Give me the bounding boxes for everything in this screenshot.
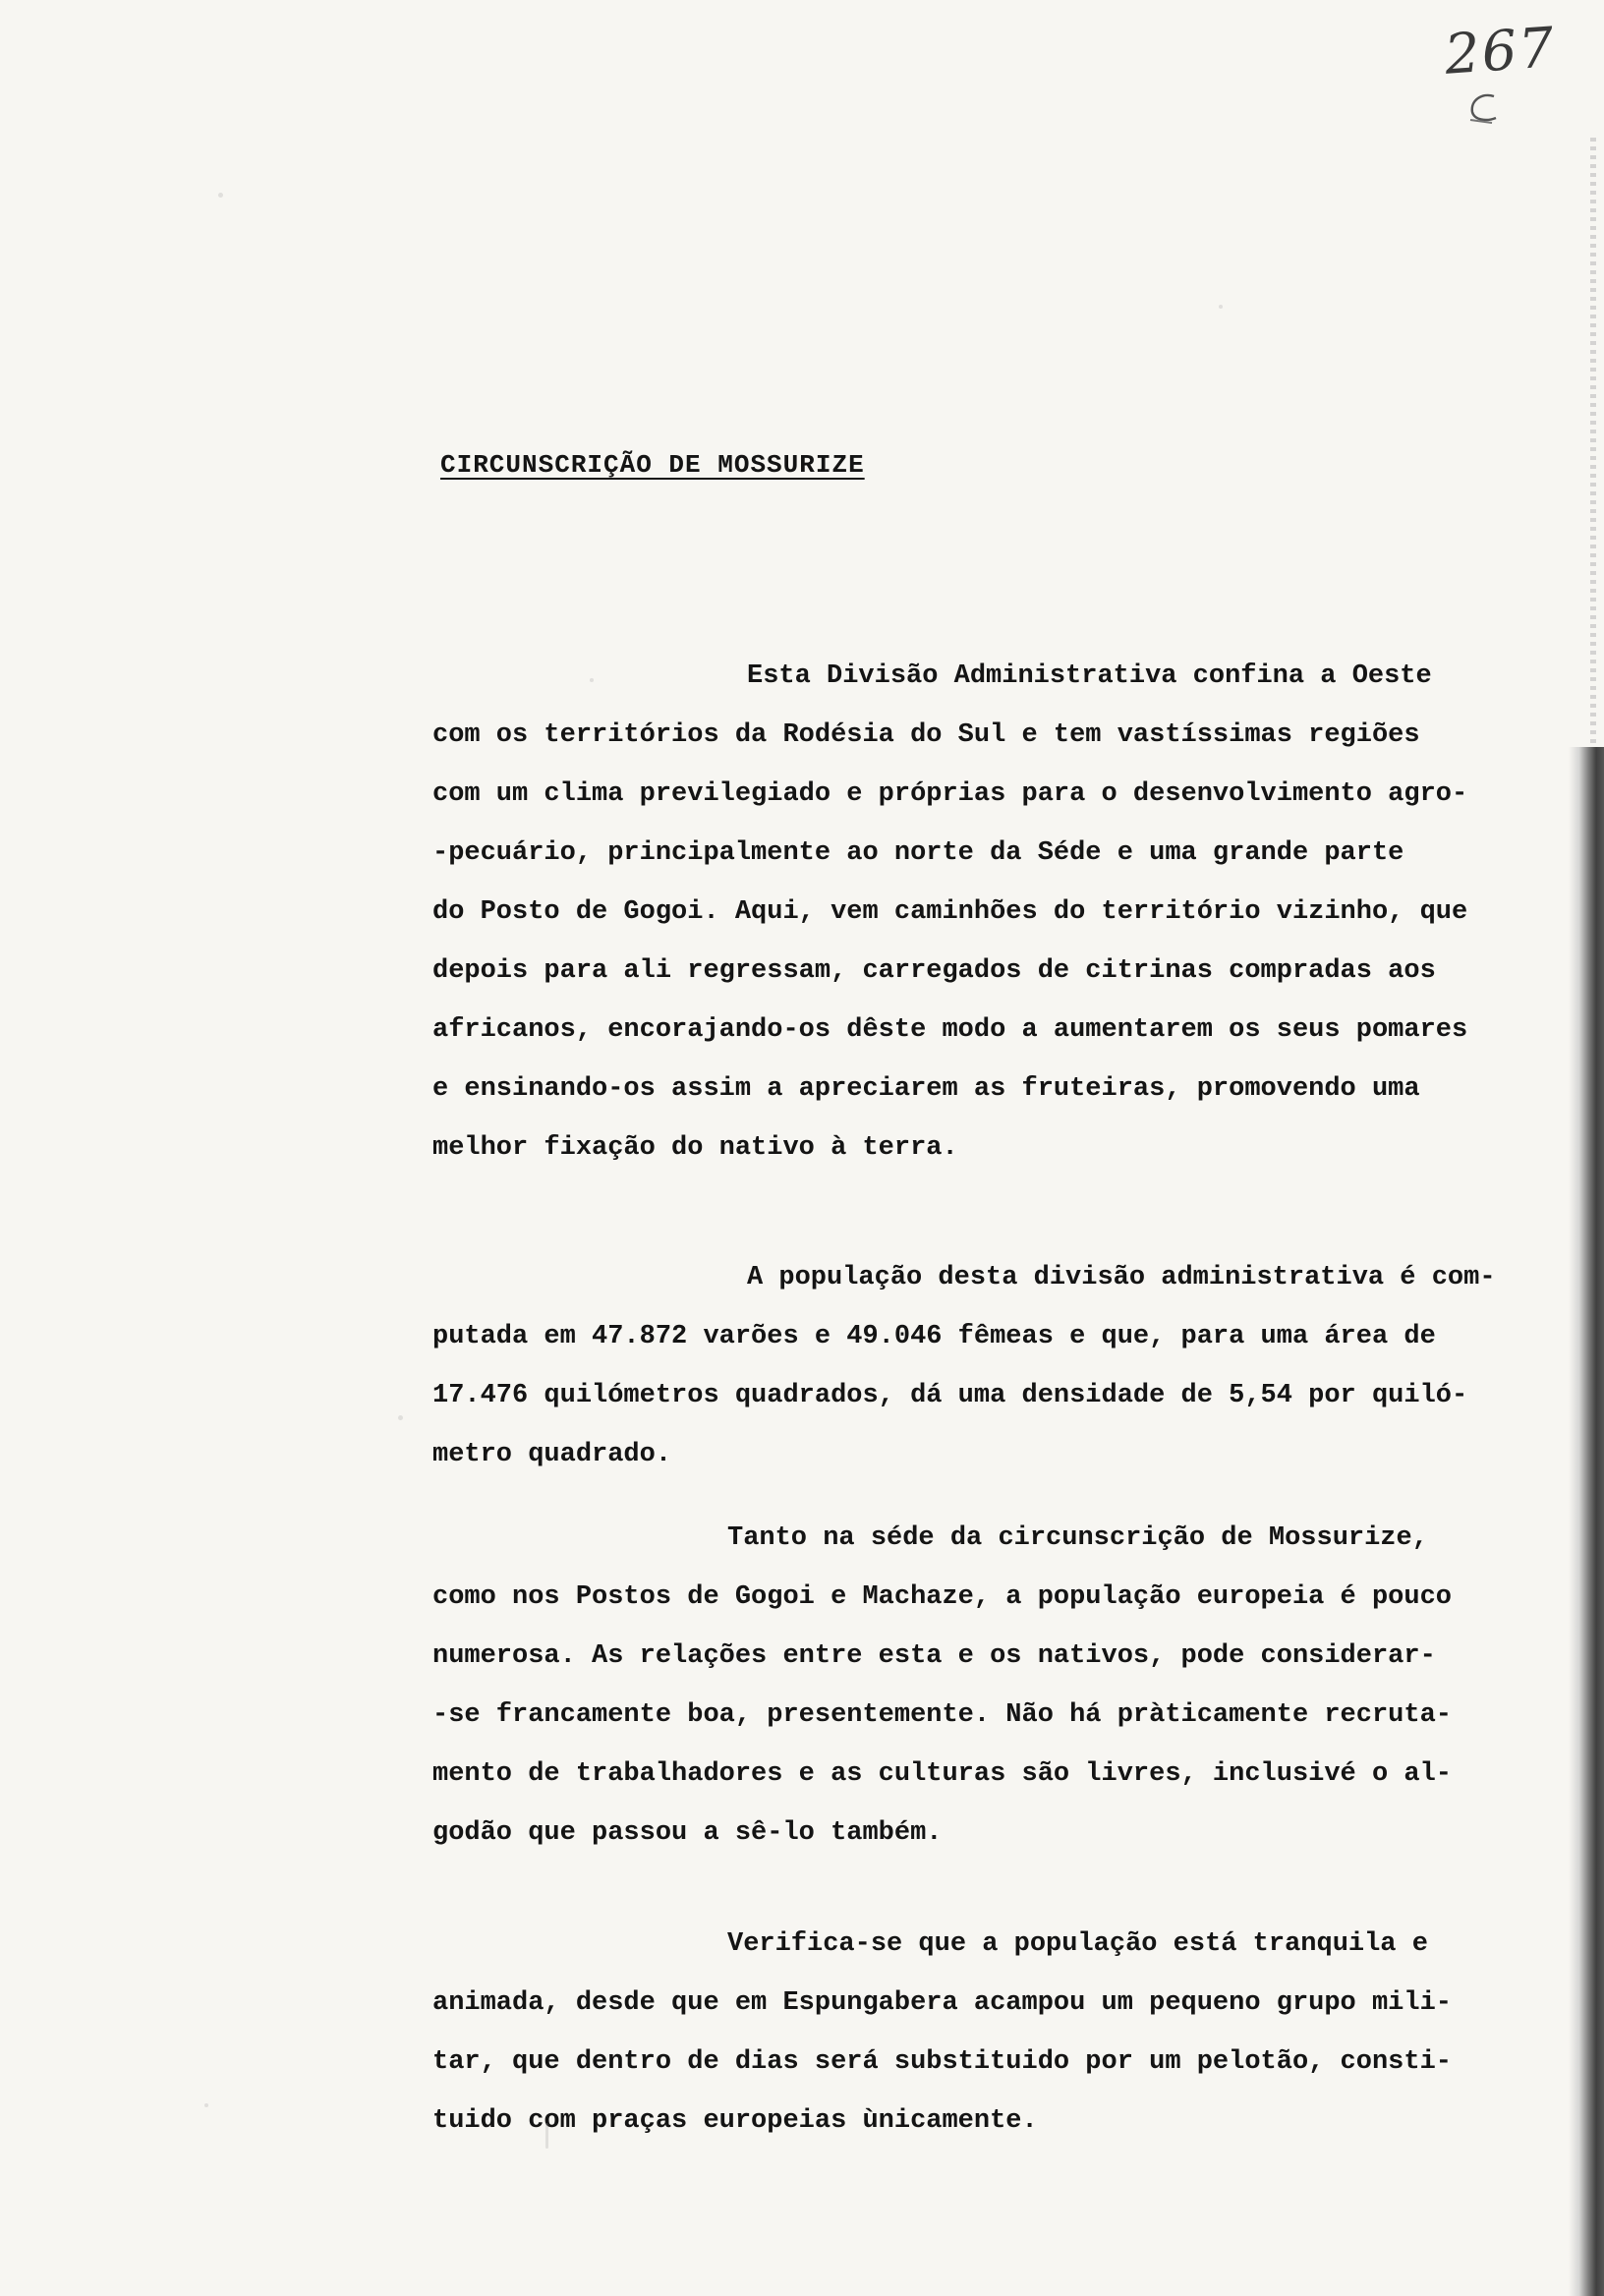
paragraph-line: Verifica-se que a população está tranquila e — [727, 1929, 1428, 1959]
paragraph-2 — [432, 1248, 1523, 1484]
scan-speck — [398, 1415, 403, 1420]
paragraph-line: mento de trabalhadores e as culturas são livres, inclusivé o al- — [432, 1759, 1452, 1789]
paragraph-line: do Posto de Gogoi. Aqui, vem caminhões do território vizinho, que — [432, 897, 1468, 927]
paragraph-line: -pecuário, principalmente ao norte da Séde e uma grande parte — [432, 838, 1404, 868]
scan-edge-mark-top — [1590, 138, 1596, 747]
paragraph-line: tar, que dentro de dias será substituido por um pelotão, consti- — [432, 2047, 1452, 2077]
scan-speck — [590, 678, 594, 682]
paragraph-line: como nos Postos de Gogoi e Machaze, a população europeia é pouco — [432, 1582, 1452, 1612]
paragraph-line: Esta Divisão Administrativa confina a Oeste — [747, 661, 1432, 691]
paragraph-line: melhor fixação do nativo à terra. — [432, 1133, 958, 1163]
paragraph-line: depois para ali regressam, carregados de citrinas compradas aos — [432, 956, 1436, 986]
paragraph-line: A população desta divisão administrativa é com- — [747, 1263, 1496, 1292]
paragraph-line: numerosa. As relações entre esta e os nativos, pode considerar- — [432, 1641, 1436, 1671]
page-title: CIRCUNSCRIÇÃO DE MOSSURIZE — [440, 450, 865, 480]
scan-speck — [218, 193, 223, 198]
scan-speck — [204, 2103, 208, 2107]
paragraph-line: -se francamente boa, presentemente. Não há pràticamente recruta- — [432, 1700, 1452, 1730]
paragraph-3 — [432, 1509, 1523, 1863]
paragraph-4 — [432, 1915, 1523, 2151]
paragraph-line: e ensinando-os assim a apreciarem as fruteiras, promovendo uma — [432, 1074, 1420, 1104]
scan-edge-shadow — [1569, 747, 1604, 2296]
paragraph-line: com um clima previlegiado e próprias para o desenvolvimento agro- — [432, 779, 1468, 809]
paragraph-line: com os territórios da Rodésia do Sul e tem vastíssimas regiões — [432, 720, 1420, 750]
paragraph-line: putada em 47.872 varões e 49.046 fêmeas e que, para uma área de — [432, 1322, 1436, 1351]
paragraph-line: tuido com praças europeias ùnicamente. — [432, 2106, 1038, 2136]
paragraph-line: 17.476 quilómetros quadrados, dá uma densidade de 5,54 por quiló- — [432, 1381, 1468, 1410]
paragraph-line: godão que passou a sê-lo também. — [432, 1818, 943, 1848]
paragraph-line: animada, desde que em Espungabera acampou um pequeno grupo mili- — [432, 1988, 1452, 2018]
folio-initial-mark — [1464, 90, 1502, 126]
folio-number: 267 — [1442, 16, 1559, 87]
paragraph-line: Tanto na séde da circunscrição de Mossurize, — [727, 1523, 1428, 1553]
paragraph-line: metro quadrado. — [432, 1440, 672, 1469]
paragraph-line: africanos, encorajando-os dêste modo a aumentarem os seus pomares — [432, 1015, 1468, 1045]
paragraph-1 — [432, 647, 1523, 1177]
scan-speck — [1219, 305, 1223, 309]
scan-speck — [545, 2123, 548, 2149]
